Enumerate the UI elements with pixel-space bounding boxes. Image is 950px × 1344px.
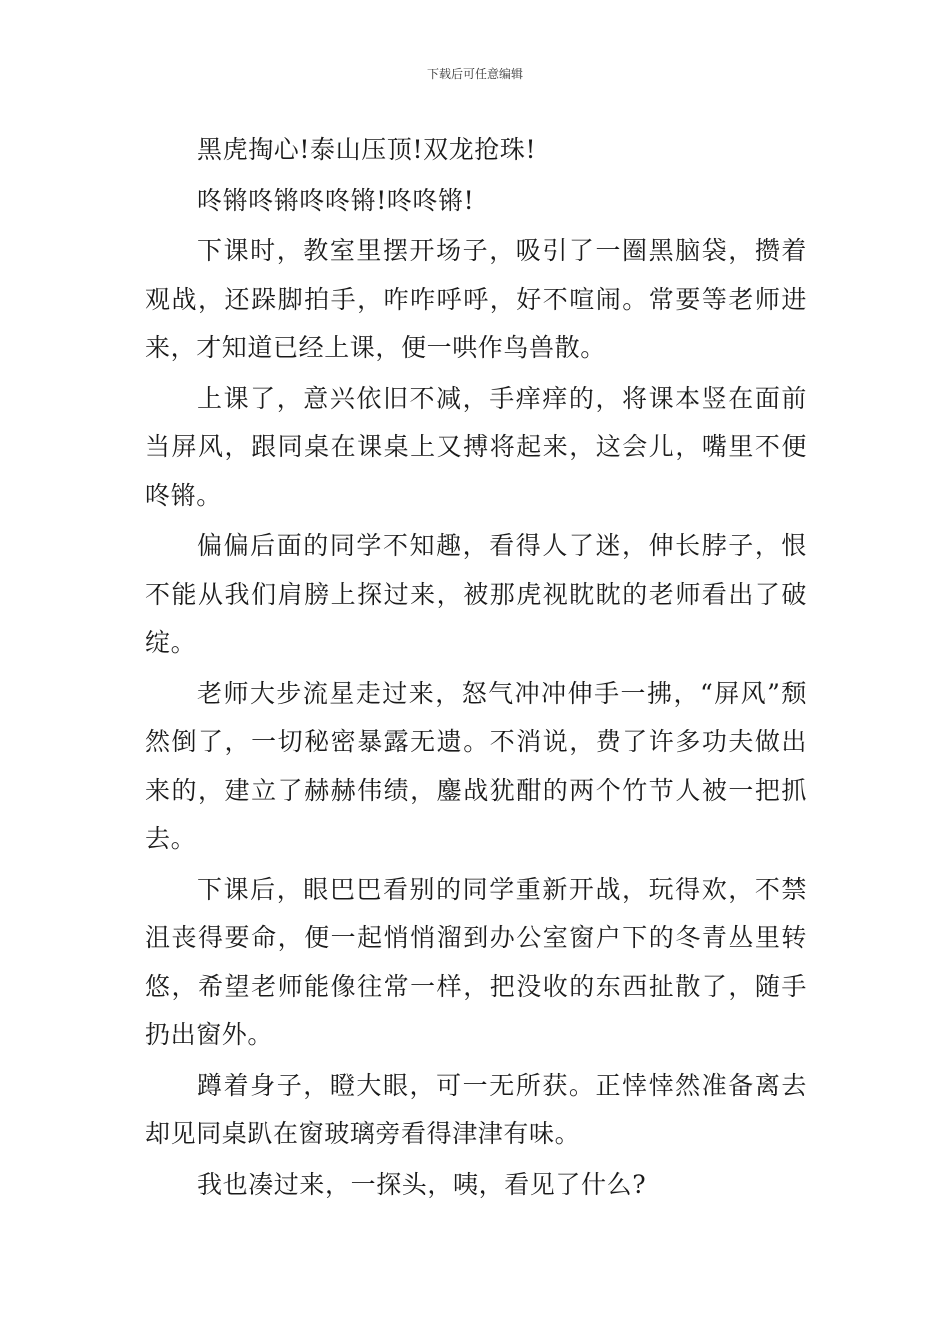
paragraph-2: 咚锵咚锵咚咚锵!咚咚锵! [197,185,475,215]
paragraph-4: 上课了，意兴依旧不减，手痒痒的，将课本竖在面前当屏风，跟同桌在课桌上又搏将起来，这会儿，嘴里不便咚锵。 [145,383,807,510]
paragraph-8: 蹲着身子，瞪大眼，可一无所获。正悻悻然准备离去却见同桌趴在窗玻璃旁看得津津有味。 [145,1070,807,1148]
document-body [145,126,807,1211]
paragraph-5: 偏偏后面的同学不知趣，看得人了迷，伸长脖子，恨不能从我们肩膀上探过来，被那虎视眈眈的老师看出了破绽。 [145,531,807,657]
paragraph-6: 老师大步流星走过来，怒气冲冲伸手一拂，“屏风”颓然倒了，一切秘密暴露无遗。不消说，费了许多功夫做出来的，建立了赫赫伟绩，鏖战犹酣的两个竹节人被一把抓去。 [145,678,807,853]
paragraph-3: 下课时，教室里摆开场子，吸引了一圈黑脑袋，攒着观战，还跺脚拍手，咋咋呼呼，好不喧闹。常要等老师进来，才知道已经上课，便一哄作鸟兽散。 [145,236,807,362]
paragraph-1: 黑虎掏心!泰山压顶!双龙抢珠! [197,135,537,164]
paragraph-7: 下课后，眼巴巴看别的同学重新开战，玩得欢，不禁沮丧得要命，便一起悄悄溜到办公室窗户下的冬青丛里转悠，希望老师能像往常一样，把没收的东西扯散了，随手扔出窗外。 [145,874,807,1049]
paragraph-9: 我也凑过来，一探头，咦，看见了什么? [197,1169,647,1199]
page-header-note: 下载后可任意编辑 [426,67,523,81]
